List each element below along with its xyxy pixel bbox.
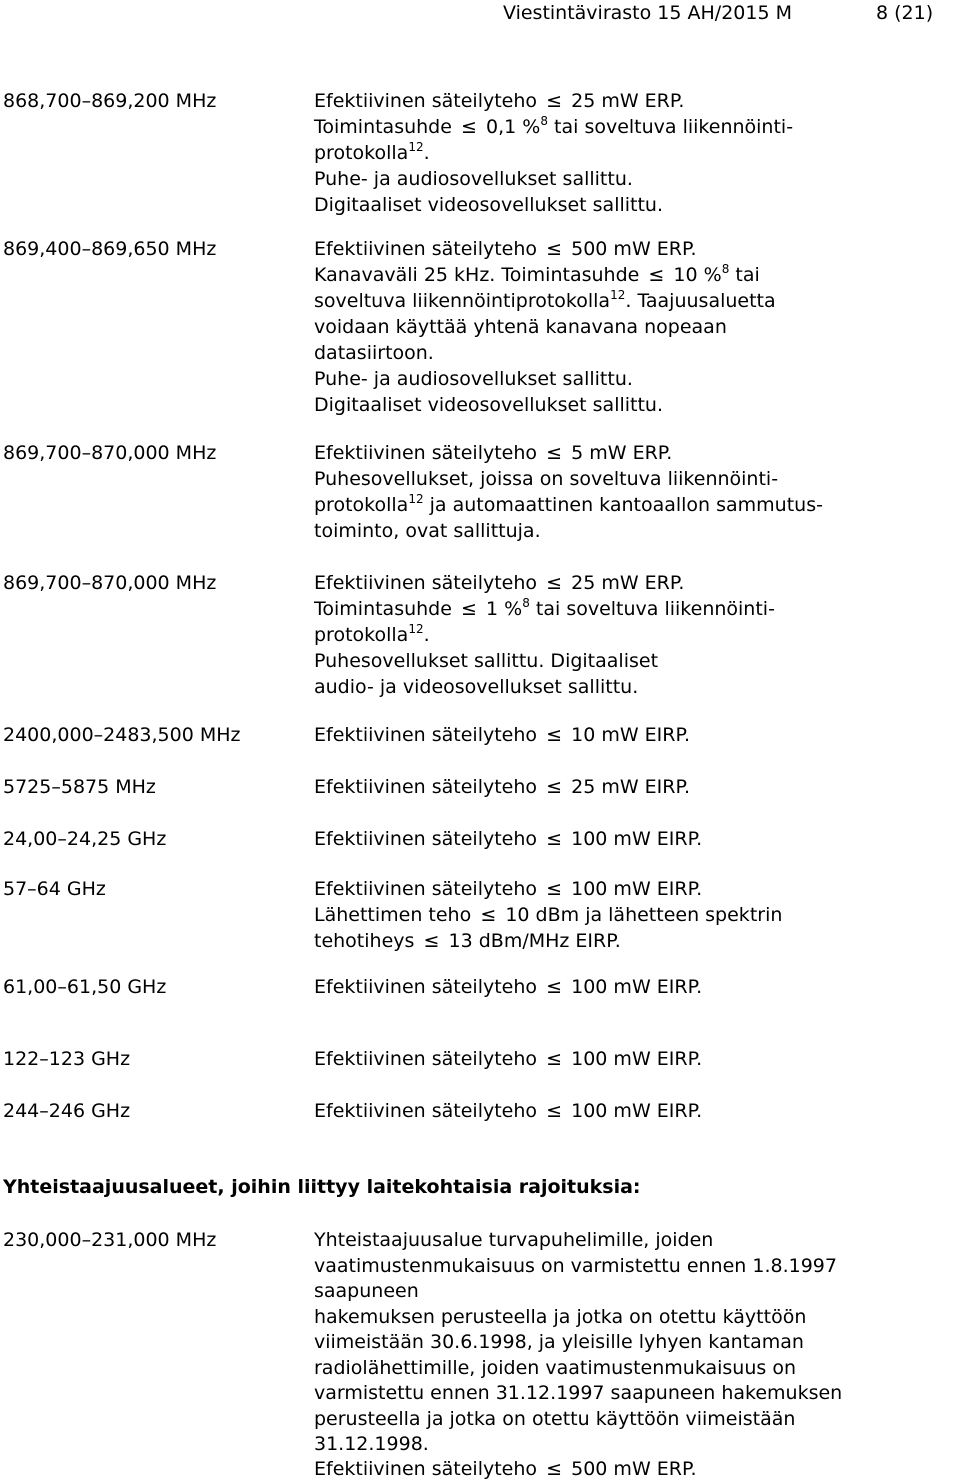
desc-line: soveltuva liikennöintiprotokolla$^{12}$. Taajuusaluetta [314,288,776,312]
desc-line: vaatimustenmukaisuus on varmistettu ennen 1.8.1997 [314,1254,837,1277]
desc-line: varmistettu ennen 31.12.1997 saapuneen hakemuksen [314,1382,843,1404]
frequency-230mhz: 230,000–231,000 MHz [3,1229,217,1251]
desc-line: Digitaaliset videosovellukset sallittu. [314,194,664,216]
le-symbol: ≤ [546,1100,563,1122]
desc-line: Digitaaliset videosovellukset sallittu. [314,394,664,416]
desc-line: audio- ja videosovellukset sallittu. [314,676,639,698]
desc-line: Efektiivinen säteilyteho ≤ 5 mW ERP. [314,442,673,464]
frequency-869-700-b: 869,700–870,000 MHz [3,572,217,594]
le-symbol: ≤ [546,442,563,464]
le-symbol: ≤ [546,1048,563,1070]
desc-line: Lähettimen teho ≤ 10 dBm ja lähetteen spektrin [314,904,783,926]
le-symbol: ≤ [546,572,563,594]
le-symbol: ≤ [546,238,563,260]
le-symbol: ≤ [461,116,477,138]
desc-line: saapuneen [314,1280,419,1302]
desc-line: viimeistään 30.6.1998, ja yleisille lyhyen kantaman [314,1331,804,1353]
desc-line: Toimintasuhde ≤ 0,1 %$^8$ tai soveltuva liikennöinti- [314,114,794,138]
desc-line: Efektiivinen säteilyteho ≤ 25 mW ERP. [314,572,685,594]
frequency-122ghz: 122–123 GHz [3,1048,131,1070]
frequency-57ghz: 57–64 GHz [3,878,106,900]
desc-line: Efektiivinen säteilyteho ≤ 25 mW ERP. [314,90,685,112]
desc-line: Efektiivinen säteilyteho ≤ 500 mW ERP. [314,1458,697,1480]
desc-line: Efektiivinen säteilyteho ≤ 100 mW EIRP. [314,1100,703,1122]
desc-line: toiminto, ovat sallittuja. [314,520,541,542]
le-symbol: ≤ [546,828,563,850]
le-symbol: ≤ [546,776,563,798]
desc-line: hakemuksen perusteella ja jotka on otettu käyttöön [314,1305,807,1328]
le-symbol: ≤ [423,930,440,952]
frequency-2400: 2400,000–2483,500 MHz [3,724,241,746]
desc-line: Efektiivinen säteilyteho ≤ 100 mW EIRP. [314,976,703,998]
frequency-24ghz: 24,00–24,25 GHz [3,828,167,850]
frequency-61ghz: 61,00–61,50 GHz [3,976,167,998]
desc-line: tehotiheys ≤ 13 dBm/MHz EIRP. [314,930,621,952]
desc-line: 31.12.1998. [314,1433,429,1455]
desc-line: datasiirtoon. [314,342,434,364]
desc-line: Puhe- ja audiosovellukset sallittu. [314,368,633,390]
desc-line: Efektiivinen säteilyteho ≤ 100 mW EIRP. [314,878,703,900]
desc-line: radiolähettimille, joiden vaatimustenmukaisuus on [314,1356,796,1379]
frequency-244ghz: 244–246 GHz [3,1100,131,1122]
le-symbol: ≤ [546,976,563,998]
desc-line: Puhe- ja audiosovellukset sallittu. [314,168,633,190]
desc-line: Toimintasuhde ≤ 1 %$^8$ tai soveltuva liikennöinti- [314,596,775,620]
le-symbol: ≤ [546,724,563,746]
le-symbol: ≤ [546,1458,563,1480]
desc-line: Puhesovellukset sallittu. Digitaaliset [314,650,659,672]
section-heading: Yhteistaajuusalueet, joihin liittyy laitekohtaisia rajoituksia: [3,1176,641,1198]
document-header-org: Viestintävirasto 15 AH/2015 M [503,2,792,24]
desc-line: Kanavaväli 25 kHz. Toimintasuhde ≤ 10 %$^8$ tai [314,262,760,286]
desc-line: protokolla$^{12}$ ja automaattinen kantoaallon sammutus- [314,492,823,516]
desc-line: Efektiivinen säteilyteho ≤ 100 mW EIRP. [314,1048,703,1070]
frequency-868-700: 868,700–869,200 MHz [3,90,217,112]
desc-line: protokolla$^{12}$. [314,622,430,646]
desc-line: perusteella ja jotka on otettu käyttöön viimeistään [314,1407,796,1430]
frequency-869-700-a: 869,700–870,000 MHz [3,442,217,464]
le-symbol: ≤ [546,90,563,112]
desc-line: Efektiivinen säteilyteho ≤ 10 mW EIRP. [314,724,691,746]
desc-line: Efektiivinen säteilyteho ≤ 100 mW EIRP. [314,828,703,850]
frequency-869-400: 869,400–869,650 MHz [3,238,217,260]
desc-line: Efektiivinen säteilyteho ≤ 25 mW EIRP. [314,776,691,798]
desc-line: Efektiivinen säteilyteho ≤ 500 mW ERP. [314,238,697,260]
page-number: 8 (21) [876,2,934,24]
desc-line: voidaan käyttää yhtenä kanavana nopeaan [314,316,727,338]
le-symbol: ≤ [648,264,665,286]
le-symbol: ≤ [480,904,497,926]
desc-line: Yhteistaajuusalue turvapuhelimille, joiden [314,1229,714,1251]
frequency-5725: 5725–5875 MHz [3,776,156,798]
le-symbol: ≤ [461,598,477,620]
desc-line: protokolla$^{12}$. [314,140,430,164]
le-symbol: ≤ [546,878,563,900]
desc-line: Puhesovellukset, joissa on soveltuva liikennöinti- [314,468,779,490]
